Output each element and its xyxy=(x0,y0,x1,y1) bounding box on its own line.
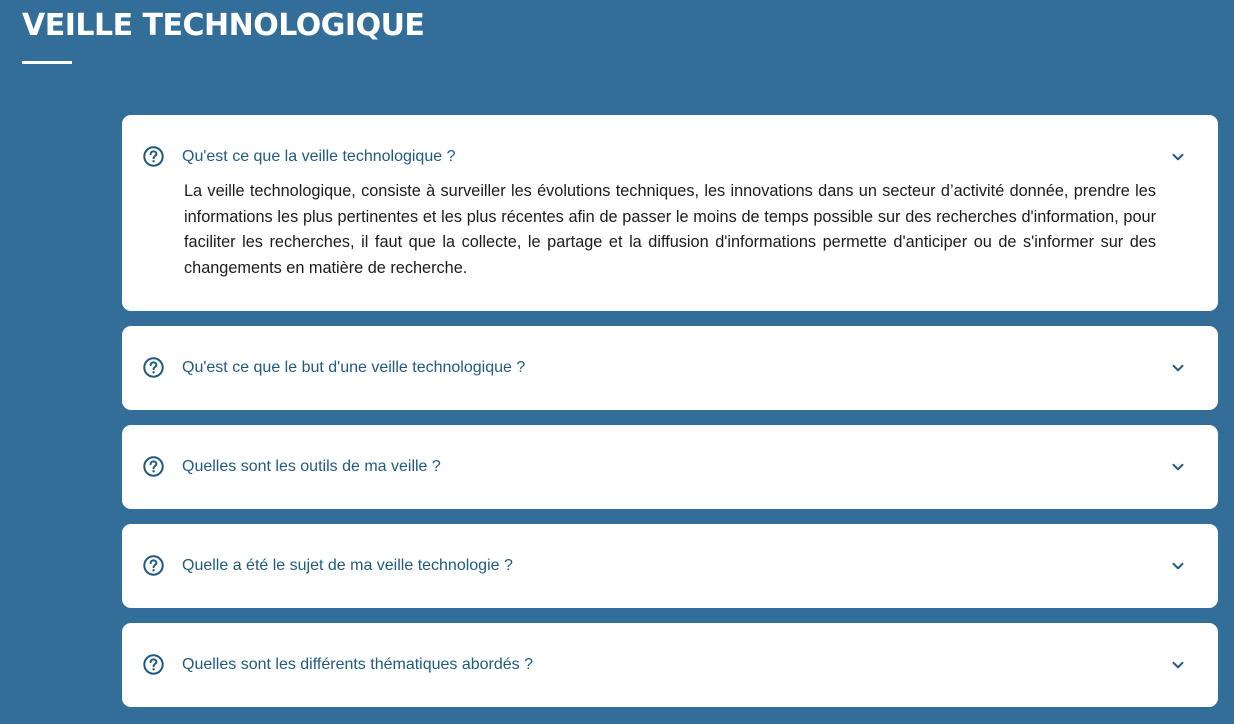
faq-item xyxy=(122,326,1218,410)
chevron-down-icon[interactable] xyxy=(1171,150,1185,164)
faq-question: Quelles sont les différents thématiques abordés ? xyxy=(182,656,534,673)
question-circle-icon xyxy=(143,555,164,576)
faq-item xyxy=(122,623,1218,707)
faq-item xyxy=(122,115,1218,311)
faq-question-toggle[interactable] xyxy=(122,326,1218,410)
faq-question-toggle[interactable] xyxy=(122,524,1218,608)
faq-item xyxy=(122,524,1218,608)
faq-question-toggle[interactable] xyxy=(122,623,1218,707)
faq-question: Qu'est ce que le but d'une veille technologique ? xyxy=(182,359,526,376)
question-circle-icon xyxy=(143,456,164,477)
faq-question: Qu'est ce que la veille technologique ? xyxy=(182,148,456,165)
faq-item xyxy=(122,425,1218,509)
faq-question-toggle[interactable] xyxy=(122,425,1218,509)
question-circle-icon xyxy=(143,654,164,675)
section-title: VEILLE TECHNOLOGIQUE xyxy=(22,8,425,43)
chevron-down-icon[interactable] xyxy=(1171,361,1185,375)
title-underline xyxy=(22,61,72,64)
faq-question: Quelles sont les outils de ma veille ? xyxy=(182,458,441,475)
faq-answer: La veille technologique, consiste à surveiller les évolutions techniques, les innovations dans un secteur d’activité donnée, prendre les informations les plus pertinentes et les plus récentes afin de passer le moins de temps possible sur des recherches d'information, pour faciliter les recherches, il faut que la collecte, le partage et la diffusion d'informations permette d'anticiper ou de s'informer sur des changements en matière de recherche. xyxy=(184,182,1156,278)
chevron-down-icon[interactable] xyxy=(1171,559,1185,573)
question-circle-icon xyxy=(143,357,164,378)
faq-question: Quelle a été le sujet de ma veille technologie ? xyxy=(182,557,513,574)
chevron-down-icon[interactable] xyxy=(1171,658,1185,672)
faq-accordion xyxy=(122,115,1218,722)
question-circle-icon xyxy=(143,146,164,167)
chevron-down-icon[interactable] xyxy=(1171,460,1185,474)
